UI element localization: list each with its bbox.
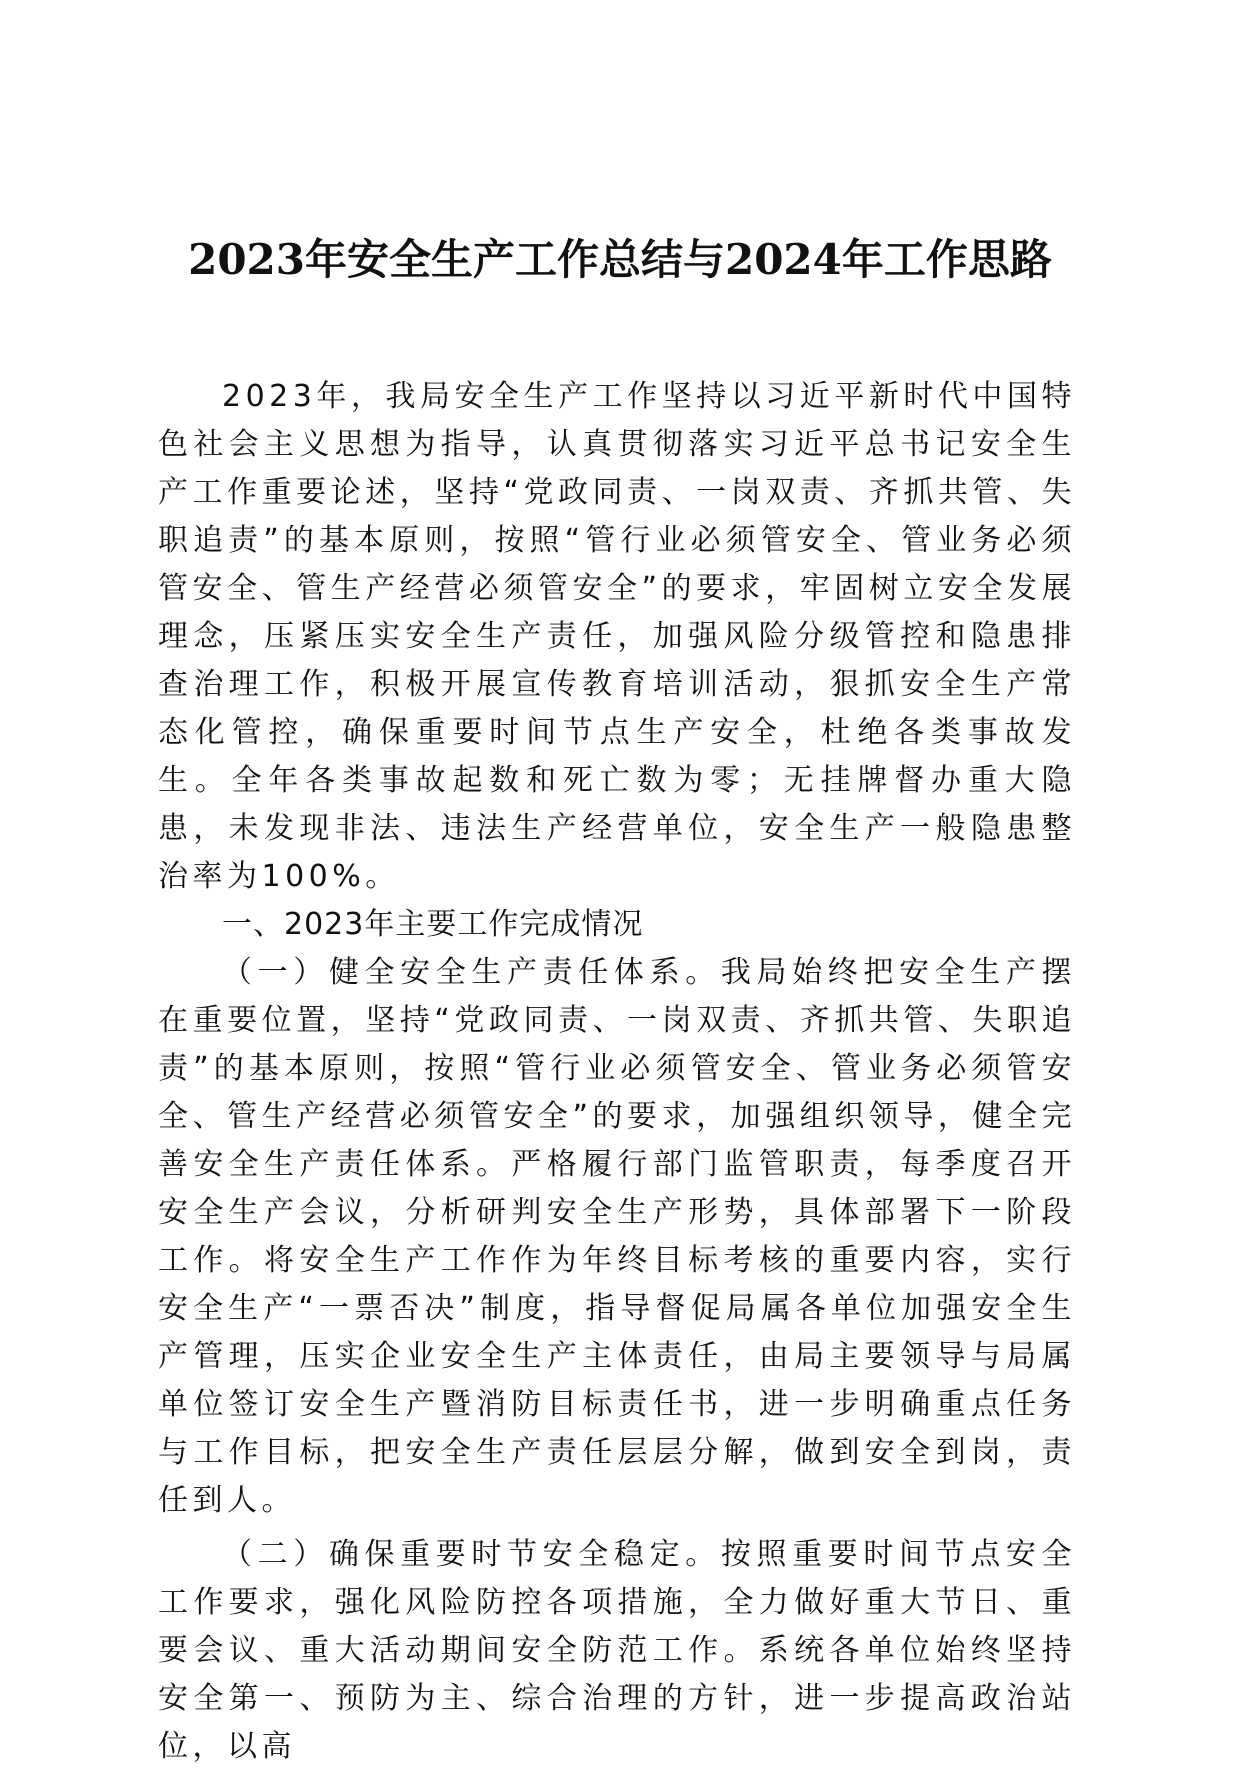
section-heading-1: 一、2023年主要工作完成情况 <box>222 907 644 942</box>
subsection-text-1: 我局始终把安全生产摆在重要位置，坚持“党政同责、一岗双责、齐抓共管、失职追责”的基本原则，按照“管行业必须管安全、管业务必须管安全、管生产经营必须管安全”的要求，加强组织领导，健全完善安全生产责任体系。严格履行部门监管职责，每季度召开安全生产会议，分析研判安全生产形势，具体部署下一阶段工作。将安全生产工作作为年终目标考核的重要内容，实行安全生产“一票否决”制度，指导督促局属各单位加强安全生产管理，压实企业安全生产主体责任，由局主要领导与局属单位签订安全生产暨消防目标责任书，进一步明确重点任务与工作目标，把安全生产责任层层分解，做到安全到岗，责任到人。 <box>158 955 1077 1518</box>
subsection-text-2: 按照重要时间节点安全工作要求，强化风险防控各项措施，全力做好重大节日、重要会议、重大活动期间安全防范工作。系统各单位始终坚持安全第一、预防为主、综合治理的方针，进一步提高政治站位，以高 <box>158 1537 1077 1764</box>
document-body <box>158 373 1076 1771</box>
subsection-lead-2: （二）确保重要时节安全稳定。 <box>222 1537 721 1572</box>
subsection-paragraph-1 <box>158 949 1076 1525</box>
document-title: 2023年安全生产工作总结与2024年工作思路 <box>188 235 1052 284</box>
subsection-lead-1: （一）健全安全生产责任体系。 <box>222 955 721 990</box>
subsection-paragraph-2 <box>158 1531 1076 1771</box>
intro-paragraph: 2023年，我局安全生产工作坚持以习近平新时代中国特色社会主义思想为指导，认真贯彻落实习近平总书记安全生产工作重要论述，坚持“党政同责、一岗双责、齐抓共管、失职追责”的基本原则，按照“管行业必须管安全、管业务必须管安全、管生产经营必须管安全”的要求，牢固树立安全发展理念，压紧压实安全生产责任，加强风险分级管控和隐患排查治理工作，积极开展宣传教育培训活动，狠抓安全生产常态化管控，确保重要时间节点生产安全，杜绝各类事故发生。全年各类事故起数和死亡数为零；无挂牌督办重大隐患，未发现非法、违法生产经营单位，安全生产一般隐患整治率为100%。 <box>158 379 1076 894</box>
